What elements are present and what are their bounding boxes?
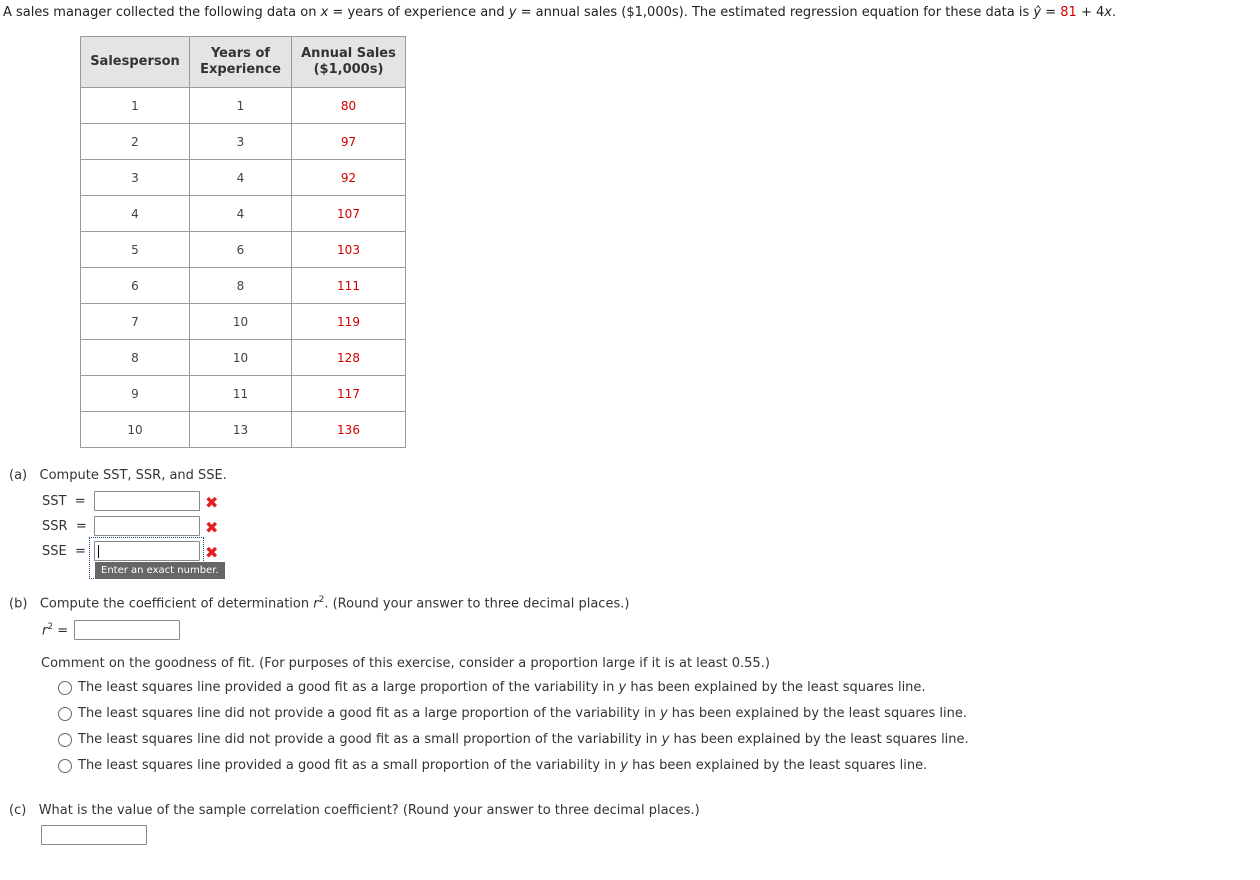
problem-statement: A sales manager collected the following data on x = years of experience and y = annual sales ($1,000s). The estimated regression equation for these data is ŷ = 81 + 4x.: [3, 5, 1117, 20]
fit-option-radio-1[interactable]: [58, 681, 72, 695]
cell-salesperson: 1: [81, 88, 190, 124]
cell-sales: 119: [292, 304, 406, 340]
y-hat-symbol: ŷ: [1033, 5, 1042, 20]
table-row: [81, 196, 406, 232]
table-row: [81, 412, 406, 448]
cell-years: 6: [190, 232, 292, 268]
cell-years: 3: [190, 124, 292, 160]
equation-intercept: 81: [1060, 5, 1077, 20]
sst-label: SST =: [42, 494, 86, 509]
sse-label: SSE =: [42, 544, 86, 559]
fit-option-radio-3[interactable]: [58, 733, 72, 747]
cell-years: 4: [190, 196, 292, 232]
fit-option-label-2[interactable]: The least squares line did not provide a good fit as a large proportion of the variability in y has been explained by the least squares line.: [78, 706, 967, 721]
cell-years: 13: [190, 412, 292, 448]
cell-sales: 136: [292, 412, 406, 448]
header-annual-sales: Annual Sales ($1,000s): [292, 37, 406, 88]
fit-option-radio-4[interactable]: [58, 759, 72, 773]
table-row: [81, 232, 406, 268]
cell-years: 11: [190, 376, 292, 412]
cell-salesperson: 8: [81, 340, 190, 376]
sse-incorrect-icon: ✖: [205, 543, 219, 562]
sse-hint-tooltip: Enter an exact number.: [95, 562, 225, 579]
cell-salesperson: 5: [81, 232, 190, 268]
part-b-question: (b) Compute the coefficient of determination $r^2$. (Round your answer to three decimal places.): [9, 595, 630, 612]
text-cursor: [98, 545, 99, 558]
cell-sales: 111: [292, 268, 406, 304]
cell-sales: 92: [292, 160, 406, 196]
sst-incorrect-icon: ✖: [205, 493, 219, 512]
table-row: [81, 124, 406, 160]
cell-salesperson: 2: [81, 124, 190, 160]
table-row: [81, 340, 406, 376]
cell-sales: 107: [292, 196, 406, 232]
cell-salesperson: 4: [81, 196, 190, 232]
cell-years: 8: [190, 268, 292, 304]
table-row: [81, 268, 406, 304]
r-squared-input[interactable]: [74, 620, 180, 640]
header-salesperson: Salesperson: [81, 37, 190, 88]
part-c-question: (c) What is the value of the sample correlation coefficient? (Round your answer to three decimal places.): [9, 803, 700, 818]
cell-sales: 97: [292, 124, 406, 160]
fit-option-label-3[interactable]: The least squares line did not provide a good fit as a small proportion of the variability in y has been explained by the least squares line.: [78, 732, 969, 747]
table-row: [81, 376, 406, 412]
data-table: [80, 36, 406, 448]
cell-salesperson: 7: [81, 304, 190, 340]
cell-sales: 103: [292, 232, 406, 268]
goodness-of-fit-prompt: Comment on the goodness of fit. (For purposes of this exercise, consider a proportion large if it is at least 0.55.): [41, 656, 770, 671]
sst-input[interactable]: [94, 491, 200, 511]
part-a-question: (a) Compute SST, SSR, and SSE.: [9, 468, 227, 483]
table-row: [81, 160, 406, 196]
sse-input[interactable]: [94, 541, 200, 561]
cell-salesperson: 9: [81, 376, 190, 412]
table-row: [81, 304, 406, 340]
table-row: [81, 88, 406, 124]
r-squared-label: $r^2$ =: [42, 622, 69, 639]
cell-salesperson: 10: [81, 412, 190, 448]
cell-sales: 117: [292, 376, 406, 412]
ssr-input[interactable]: [94, 516, 200, 536]
cell-years: 10: [190, 304, 292, 340]
cell-sales: 128: [292, 340, 406, 376]
cell-salesperson: 3: [81, 160, 190, 196]
fit-option-label-4[interactable]: The least squares line provided a good fit as a small proportion of the variability in y has been explained by the least squares line.: [78, 758, 928, 773]
header-years-experience: Years of Experience: [190, 37, 292, 88]
correlation-input[interactable]: [41, 825, 147, 845]
cell-years: 10: [190, 340, 292, 376]
fit-option-radio-2[interactable]: [58, 707, 72, 721]
ssr-label: SSR =: [42, 519, 87, 534]
cell-sales: 80: [292, 88, 406, 124]
cell-years: 4: [190, 160, 292, 196]
table-header-row: [81, 37, 406, 88]
cell-salesperson: 6: [81, 268, 190, 304]
ssr-incorrect-icon: ✖: [205, 518, 219, 537]
fit-option-label-1[interactable]: The least squares line provided a good fit as a large proportion of the variability in y has been explained by the least squares line.: [78, 680, 926, 695]
cell-years: 1: [190, 88, 292, 124]
